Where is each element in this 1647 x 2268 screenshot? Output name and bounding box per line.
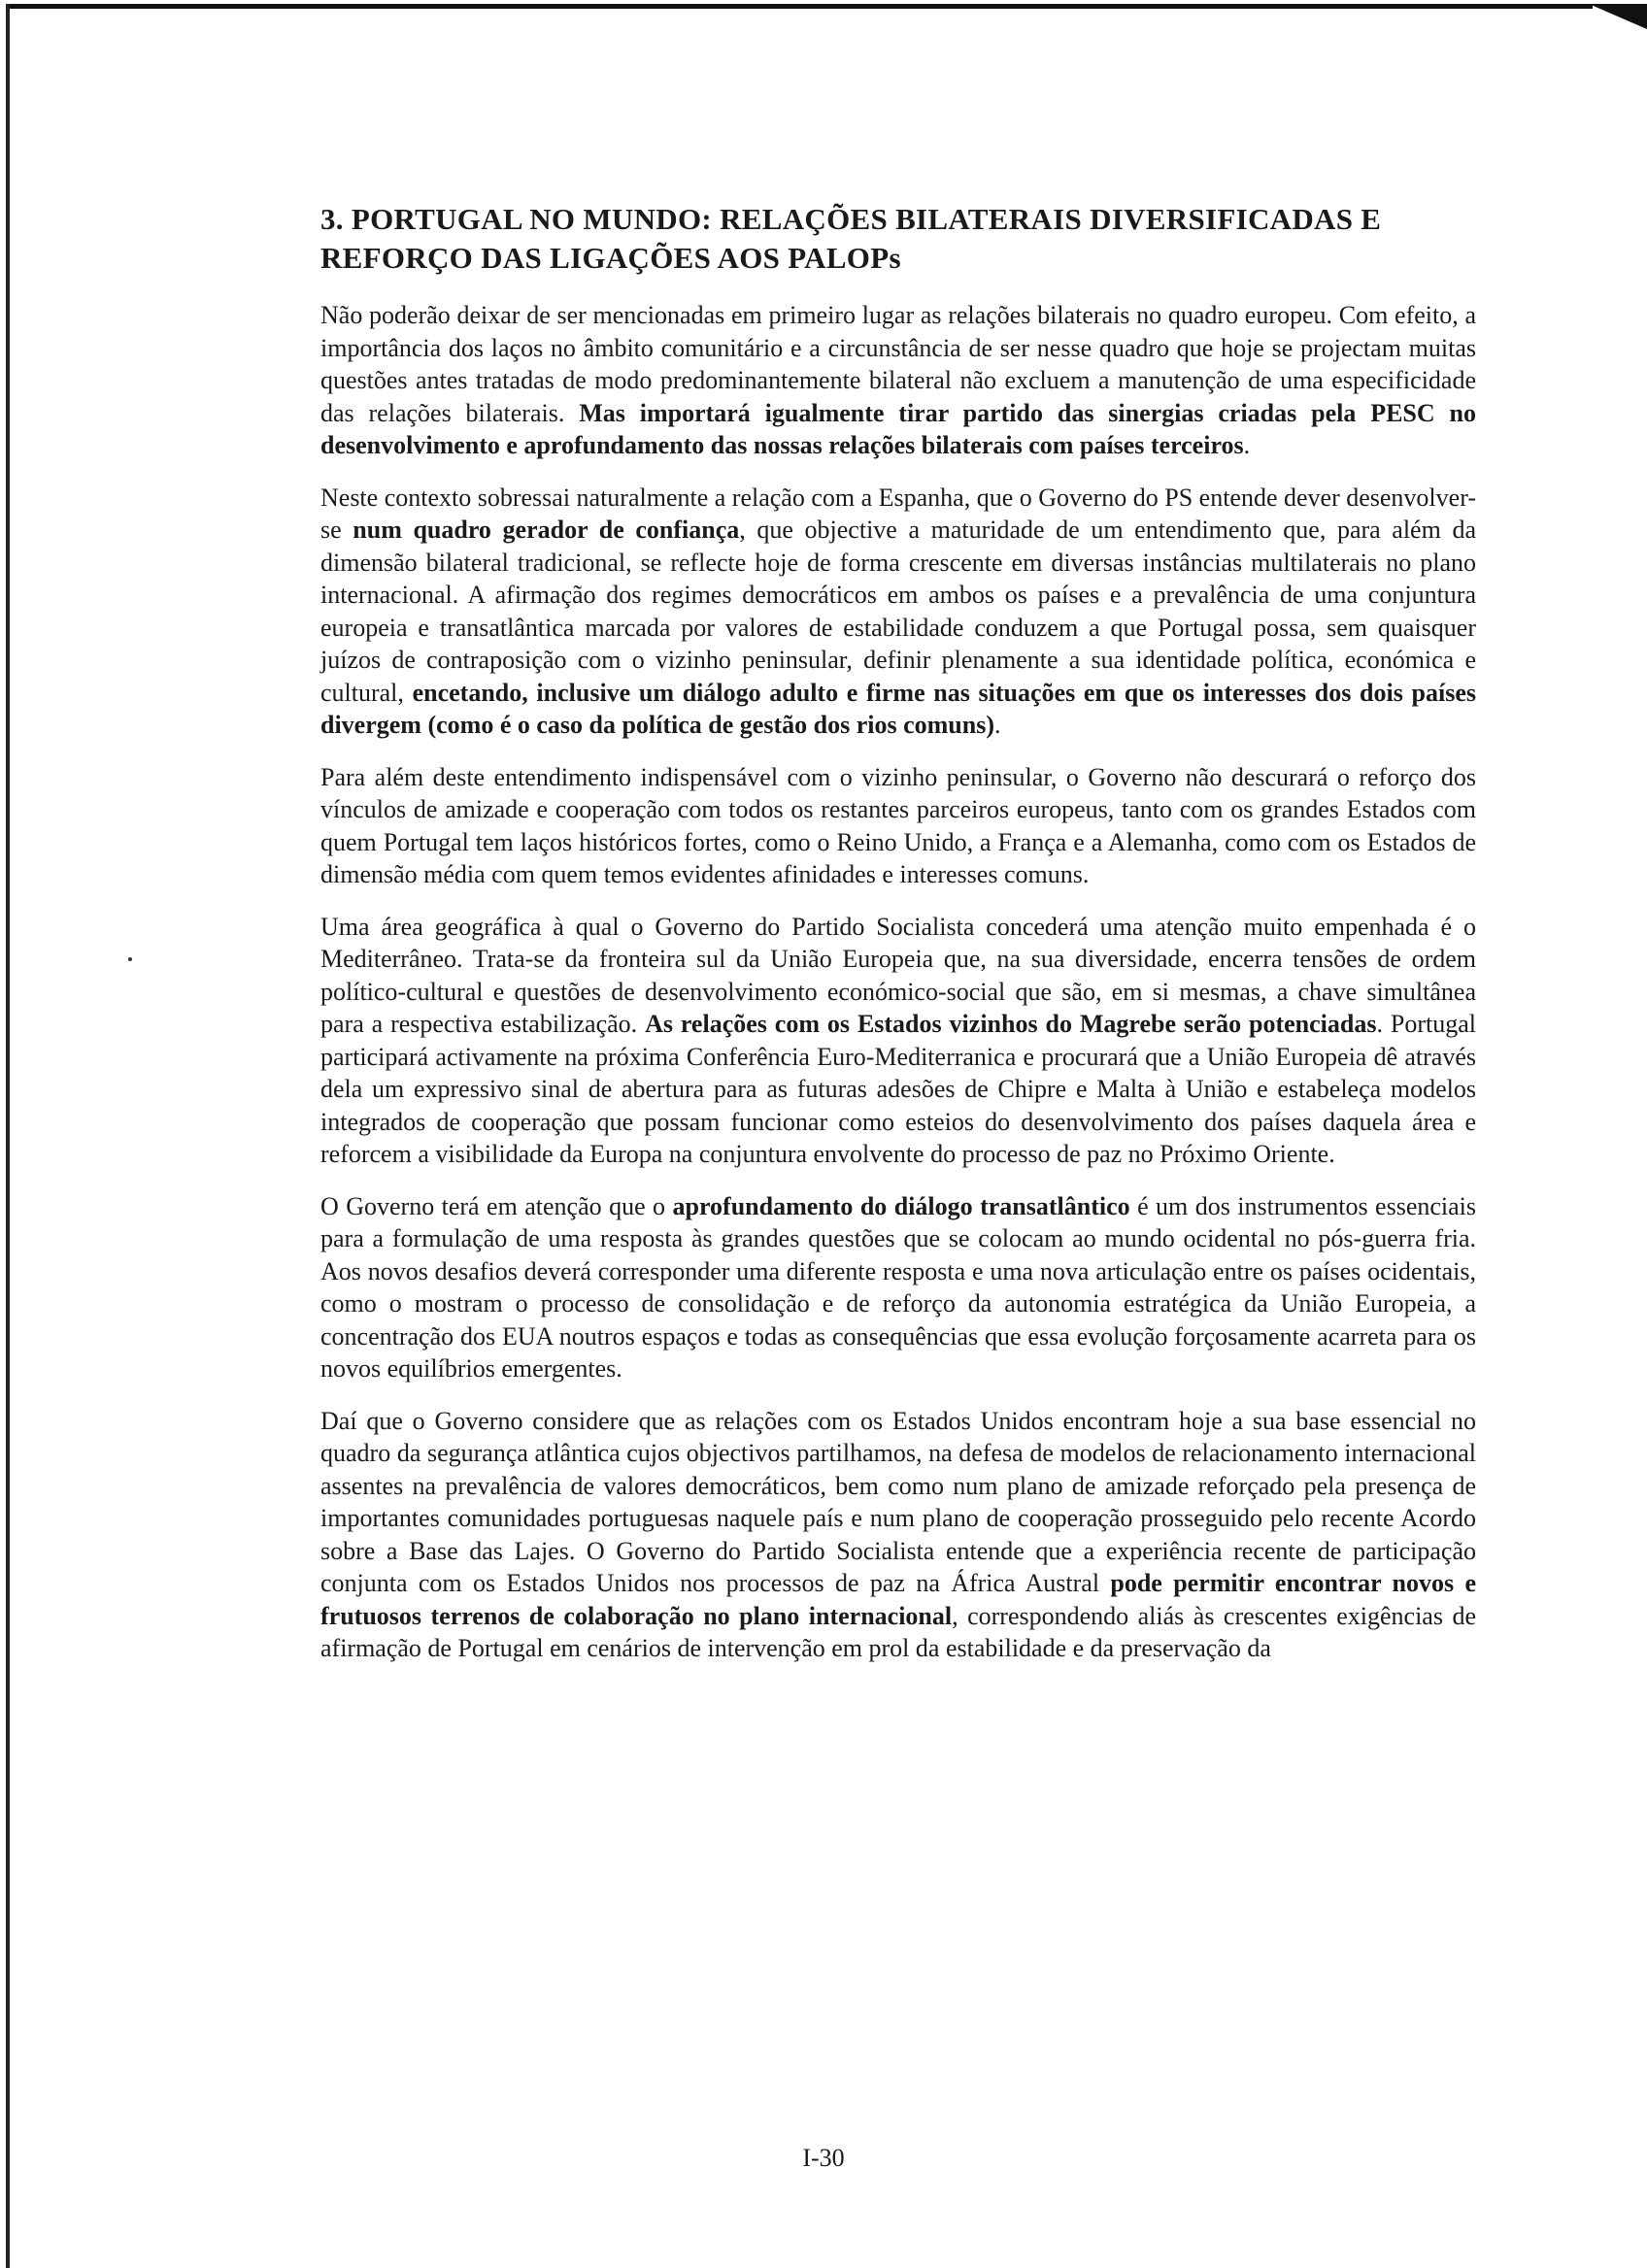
page-number: I-30 [802, 2144, 845, 2172]
text-segment: , correspondendo aliás às crescentes exigências de afirmação de Portugal em cenários de intervenção em prol da estabilidade e da preservação da [320, 1601, 1476, 1662]
scan-speck [128, 957, 132, 961]
text-segment: Neste contexto sobressai naturalmente a relação com a Espanha, que o Governo do PS entende dever desenvolver-se [320, 483, 1476, 544]
paragraph-dialogo-transatlantico [320, 1190, 1476, 1385]
bold-segment: Mas importará igualmente tirar partido das sinergias criadas pela PESC no desenvolvimento e aprofundamento das nossas relações bilaterais com países terceiros [320, 398, 1476, 459]
text-segment: . [993, 711, 1001, 739]
text-segment: . Portugal participará activamente na próxima Conferência Euro-Mediterranica e procurará que a União Europeia dê através dela um expressivo sinal de abertura para as futuras adesões de Chipre e Malta à União e estabeleça modelos integrados de cooperação que possam funcionar como esteios do desenvolvimento dos países daquela área e reforcem a visibilidade da Europa na conjuntura envolvente do processo de paz no Próximo Oriente. [320, 1010, 1476, 1168]
bold-segment: encetando, inclusive um diálogo adulto e firme nas situações em que os interesses dos dois países divergem (como é o caso da política de gestão dos rios comuns) [320, 678, 1476, 739]
text-segment: Para além deste entendimento indispensável com o vizinho peninsular, o Governo não descurará o reforço dos vínculos de amizade e cooperação com todos os restantes parceiros europeus, tanto com os grandes Estados com quem Portugal tem laços históricos fortes, como o Reino Unido, a França e a Alemanha, como com os Estados de dimensão média com quem temos evidentes afinidades e interesses comuns. [320, 762, 1476, 888]
bold-segment: aprofundamento do diálogo transatlântico [672, 1191, 1130, 1220]
paragraph-mediterraneo [320, 911, 1476, 1171]
paragraph-relacoes-europeias [320, 299, 1476, 462]
section-title: 3. PORTUGAL NO MUNDO: RELAÇÕES BILATERAIS DIVERSIFICADAS E REFORÇO DAS LIGAÇÕES AOS PALOPs [320, 202, 1382, 275]
paragraph-parceiros-europeus [320, 761, 1476, 891]
scan-left-border [6, 4, 10, 2268]
paragraph-espanha [320, 482, 1476, 742]
paragraph-estados-unidos [320, 1405, 1476, 1665]
text-segment: Uma área geográfica à qual o Governo do Partido Socialista concederá uma atenção muito empenhada é o Mediterrâneo. Trata-se da fronteira sul da União Europeia que, na sua diversidade, encerra tensões de ordem político-cultural e questões de desenvolvimento económico-social que são, em si mesmas, a chave simultânea para a respectiva estabilização. [320, 912, 1476, 1038]
text-segment: O Governo terá em atenção que o [320, 1191, 673, 1220]
text-segment: . [1243, 431, 1251, 459]
text-segment: é um dos instrumentos essenciais para a formulação de uma resposta às grandes questões que se colocam ao mundo ocidental no pós-guerra fria. Aos novos desafios deverá corresponder uma diferente resposta e uma nova articulação entre os países ocidentais, como o mostram o processo de consolidação e de reforço da autonomia estratégica da União Europeia, a concentração dos EUA noutros espaços e todas as consequências que essa evolução forçosamente acarreta para os novos equilíbrios emergentes. [320, 1191, 1477, 1383]
scan-top-border [10, 4, 1593, 9]
text-segment: Daí que o Governo considere que as relações com os Estados Unidos encontram hoje a sua base essencial no quadro da segurança atlântica cujos objectivos partilhamos, na defesa de modelos de relacionamento internacional assentes na prevalência de valores democráticos, bem como num plano de amizade reforçado pela presença de importantes comunidades portuguesas naquele país e num plano de cooperação prosseguido pelo recente Acordo sobre a Base das Lajes. O Governo do Partido Socialista entende que a experiência recente de participação conjunta com os Estados Unidos nos processos de paz na África Austral [320, 1406, 1476, 1597]
bold-segment: num quadro gerador de confiança [353, 516, 740, 544]
page-content [320, 200, 1476, 1684]
bold-segment: pode permitir encontrar novos e frutuosos terrenos de colaboração no plano internacional [320, 1569, 1476, 1630]
text-segment: Não poderão deixar de ser mencionadas em primeiro lugar as relações bilaterais no quadro europeu. Com efeito, a importância dos laços no âmbito comunitário e a circunstância de ser nesse quadro que hoje se projectam muitas questões antes tratadas de modo predominantemente bilateral não excluem a manutenção de uma especificidade das relações bilaterais. [320, 301, 1476, 427]
scan-corner-mark [1589, 4, 1647, 29]
bold-segment: As relações com os Estados vizinhos do Magrebe serão potenciadas [645, 1010, 1377, 1038]
text-segment: , que objective a maturidade de um entendimento que, para além da dimensão bilateral tradicional, se reflecte hoje de forma crescente em diversas instâncias multilaterais no plano internacional. A afirmação dos regimes democráticos em ambos os países e a prevalência de uma conjuntura europeia e transatlântica marcada por valores de estabilidade conduzem a que Portugal possa, sem quaisquer juízos de contraposição com o vizinho peninsular, definir plenamente a sua identidade política, económica e cultural, [320, 516, 1476, 707]
